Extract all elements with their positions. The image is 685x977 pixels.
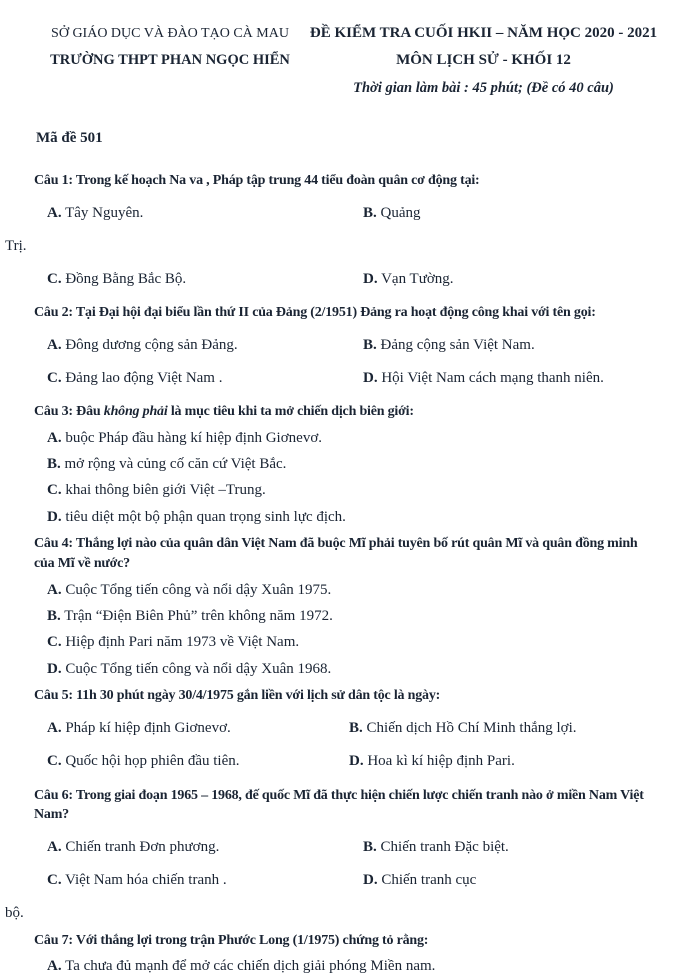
question-1-row-ab — [34, 198, 661, 231]
question-6-row-cd — [34, 865, 661, 898]
question-1 — [5, 171, 661, 296]
question-3-option-d — [34, 508, 661, 528]
option-text: Đảng lao động Việt Nam . — [65, 369, 223, 386]
option-letter: D. — [363, 872, 378, 888]
option-letter: C. — [47, 369, 62, 386]
question-2-option-a — [34, 336, 342, 356]
option-letter: C. — [47, 482, 62, 499]
question-2-option-c — [34, 369, 342, 389]
exam-duration: Thời gian làm bài : 45 phút; (Đề có 40 câu) — [353, 80, 614, 96]
question-5-option-c — [34, 752, 342, 772]
option-letter: D. — [47, 660, 62, 677]
exam-code: Mã đề 501 — [36, 130, 103, 146]
question-4-text: Câu 4: Thắng lợi nào của quân dân Việt Nam đã buộc Mĩ phải tuyên bố rút quân Mĩ và quân đồng minh của Mĩ về nước? — [34, 536, 638, 572]
option-text: Hội Việt Nam cách mạng thanh niên. — [381, 369, 604, 386]
option-letter: C. — [47, 634, 62, 651]
option-letter: A. — [47, 720, 62, 737]
question-6-option-b — [342, 838, 661, 858]
question-2-row-cd — [34, 362, 661, 395]
question-2 — [34, 303, 661, 395]
question-3-option-b — [34, 455, 661, 475]
question-3-option-a — [34, 429, 661, 449]
question-6-option-a — [34, 838, 342, 858]
question-4-option-b — [34, 607, 661, 627]
option-text: mở rộng và củng cố căn cứ Việt Bắc. — [64, 456, 287, 473]
option-text: Tây Nguyên. — [65, 205, 144, 222]
option-text: buộc Pháp đầu hàng kí hiệp định Giơnevơ. — [65, 429, 322, 446]
option-letter: A. — [47, 429, 62, 446]
exam-title: ĐỀ KIỂM TRA CUỐI HKII – NĂM HỌC 2020 - 2021 — [309, 25, 658, 41]
option-text: Vạn Tường. — [381, 270, 454, 287]
option-text: Chiến dịch Hồ Chí Minh thắng lợi. — [366, 720, 577, 737]
option-text: Hiệp định Pari năm 1973 về Việt Nam. — [65, 634, 300, 651]
option-text: Ta chưa đủ mạnh để mở các chiến dịch giải phóng Miền nam. — [65, 958, 436, 975]
exam-subject: MÔN LỊCH SỬ - KHỐI 12 — [396, 52, 571, 68]
option-letter: B. — [363, 337, 377, 354]
option-letter: A. — [47, 958, 62, 975]
option-letter: D. — [363, 369, 378, 386]
option-text: tiêu diệt một bộ phận quan trọng sinh lực địch. — [65, 508, 346, 525]
question-7-text: Câu 7: Với thắng lợi trong trận Phước Long (1/1975) chứng tỏ rằng: — [34, 932, 429, 948]
question-5 — [34, 686, 661, 778]
question-1-option-a — [34, 204, 342, 224]
option-text: Cuộc Tổng tiến công và nổi dậy Xuân 1975. — [65, 581, 332, 598]
option-text: Pháp kí hiệp định Giơnevơ. — [65, 720, 231, 737]
question-5-row-ab — [34, 713, 661, 746]
option-letter: D. — [349, 753, 364, 770]
question-4-option-a — [34, 581, 661, 601]
option-letter: B. — [349, 720, 363, 737]
school-info — [34, 20, 306, 74]
question-3 — [34, 402, 661, 527]
option-letter: A. — [47, 205, 62, 222]
question-4 — [34, 534, 661, 679]
question-5-option-d — [342, 752, 661, 772]
option-text: Chiến tranh cục — [381, 872, 477, 888]
question-5-option-b — [342, 719, 661, 739]
question-3-option-c — [34, 481, 661, 501]
question-3-text: Câu 3: Đâu không phải là mục tiêu khi ta mở chiến dịch biên giới: — [34, 404, 414, 420]
option-letter: C. — [47, 872, 62, 888]
option-letter: A. — [47, 581, 62, 598]
question-2-text: Câu 2: Tại Đại hội đại biểu lần thứ II của Đảng (2/1951) Đảng ra hoạt động công khai với tên gọi: — [34, 304, 596, 320]
question-5-text: Câu 5: 11h 30 phút ngày 30/4/1975 gắn liền với lịch sử dân tộc là ngày: — [34, 688, 441, 704]
question-2-row-ab — [34, 330, 661, 363]
question-4-option-c — [34, 633, 661, 653]
question-4-option-d — [34, 660, 661, 680]
option-text: Cuộc Tổng tiến công và nổi dậy Xuân 1968. — [65, 660, 332, 677]
option-text: Chiến tranh Đặc biệt. — [380, 839, 509, 856]
option-text: Quốc hội họp phiên đầu tiên. — [65, 753, 240, 770]
option-text: Đông dương cộng sản Đảng. — [65, 337, 238, 354]
question-6-text: Câu 6: Trong giai đoạn 1965 – 1968, đế quốc Mĩ đã thực hiện chiến lược chiến tranh nào ở miền Nam Việt Nam? — [34, 787, 644, 823]
option-letter: B. — [363, 205, 377, 222]
option-letter: A. — [47, 839, 62, 856]
option-text: Đảng cộng sản Việt Nam. — [380, 337, 535, 354]
question-2-option-b — [342, 336, 661, 356]
option-letter: C. — [47, 753, 62, 770]
question-7-option-a — [34, 957, 661, 977]
option-letter: B. — [363, 839, 377, 856]
question-7 — [34, 931, 661, 977]
question-6-option-d — [342, 871, 661, 891]
option-text: Hoa kì kí hiệp định Pari. — [367, 753, 515, 770]
question-1-option-b-overflow: Trị. — [5, 237, 27, 254]
question-6-option-c — [34, 871, 342, 891]
document-header — [34, 20, 661, 103]
question-1-text: Câu 1: Trong kế hoạch Na va , Pháp tập trung 44 tiểu đoàn quân cơ động tại: — [34, 173, 480, 188]
option-letter: C. — [47, 270, 62, 287]
option-text: Quảng — [380, 205, 421, 222]
question-6 — [5, 786, 661, 924]
option-letter: B. — [47, 607, 61, 624]
option-text: Việt Nam hóa chiến tranh . — [65, 872, 227, 888]
option-text: khai thông biên giới Việt –Trung. — [65, 482, 266, 499]
option-text: Đồng Bằng Bắc Bộ. — [65, 270, 187, 287]
option-text: Chiến tranh Đơn phương. — [65, 839, 220, 856]
school-name: TRƯỜNG THPT PHAN NGỌC HIỂN — [50, 52, 290, 68]
option-letter: A. — [47, 337, 62, 354]
question-2-option-d — [342, 369, 661, 389]
question-1-option-c — [34, 270, 342, 290]
department-name: SỞ GIÁO DỤC VÀ ĐÀO TẠO CÀ MAU — [51, 26, 289, 41]
question-3-italic-phrase: không phải — [103, 404, 168, 420]
option-letter: B. — [47, 456, 61, 473]
question-1-option-b — [342, 204, 661, 224]
question-1-option-d — [342, 270, 661, 290]
option-letter: D. — [47, 508, 62, 525]
question-6-option-d-overflow: bộ. — [5, 904, 24, 921]
option-letter: D. — [363, 270, 378, 287]
question-5-option-a — [34, 719, 342, 739]
question-6-row-ab — [34, 832, 661, 865]
option-text: Trận “Điện Biên Phủ” trên không năm 1972. — [64, 607, 333, 624]
question-1-row-cd — [34, 263, 661, 296]
question-5-row-cd — [34, 746, 661, 779]
exam-info — [306, 20, 661, 103]
